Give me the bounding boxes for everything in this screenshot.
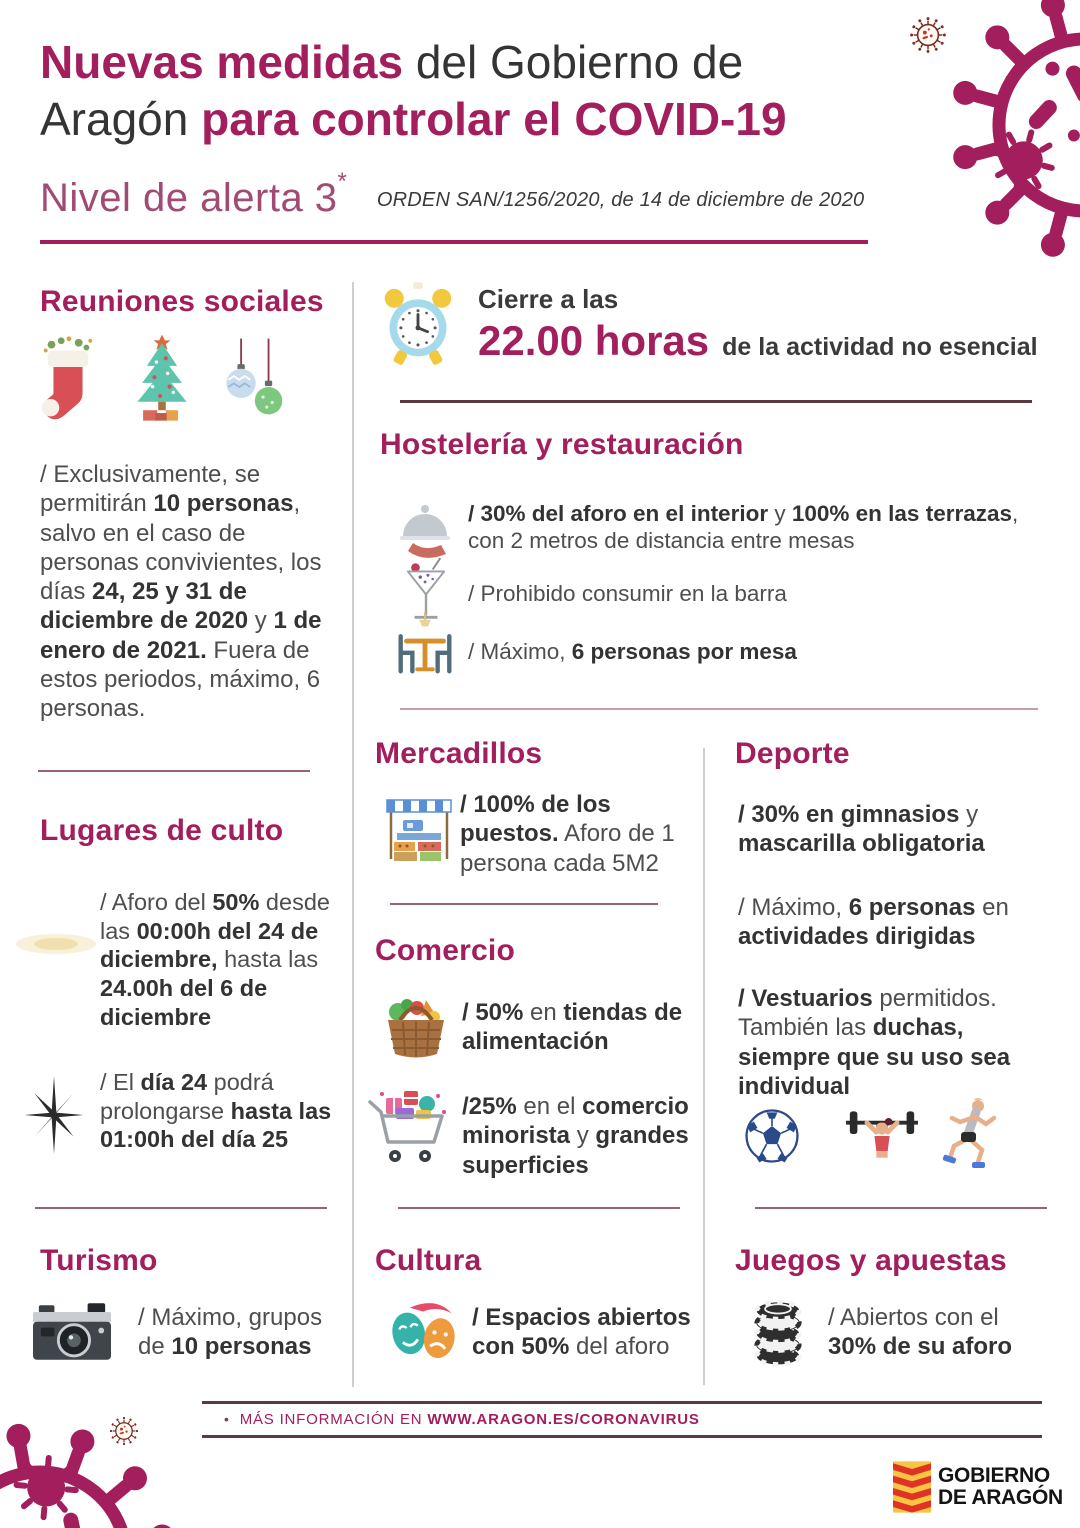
divider-reuniones bbox=[38, 770, 310, 772]
divider-closure bbox=[400, 400, 1032, 403]
footer-info bbox=[224, 1411, 700, 1428]
hosteleria-item-3: / Máximo, 6 personas por mesa bbox=[468, 639, 797, 664]
section-title-juegos: Juegos y apuestas bbox=[735, 1244, 1007, 1277]
page-title-line1: Nuevas medidas del Gobierno de bbox=[40, 36, 744, 88]
logo-text-line1: GOBIERNO bbox=[938, 1464, 1050, 1488]
comercio-item-2: /25% en el comercio minorista y grandes superficies bbox=[462, 1093, 689, 1179]
soccer-ball-icon bbox=[742, 1106, 802, 1166]
divider-mercadillos bbox=[390, 903, 658, 905]
footer-rule-top bbox=[202, 1401, 1042, 1404]
closure-intro: Cierre a las bbox=[478, 284, 619, 314]
footer-rule-bottom bbox=[202, 1435, 1042, 1438]
section-title-cultura: Cultura bbox=[375, 1244, 482, 1277]
lugares-item-2: / El día 24 podrá prolongarse hasta las 01:00h del día 25 bbox=[100, 1069, 332, 1153]
header-rule bbox=[40, 240, 868, 244]
alert-level: Nivel de alerta 3* bbox=[40, 168, 347, 220]
aragon-government-logo bbox=[893, 1461, 1063, 1513]
theater-masks-icon bbox=[383, 1296, 465, 1367]
section-title-mercadillos: Mercadillos bbox=[375, 737, 543, 770]
camera-icon bbox=[33, 1303, 111, 1362]
footer-info-url[interactable]: WWW.ARAGON.ES/CORONAVIRUS bbox=[427, 1411, 700, 1428]
alarm-clock-icon bbox=[380, 282, 456, 368]
logo-text bbox=[938, 1465, 1063, 1509]
deporte-item-3: / Vestuarios permitidos. También las duchas, siempre que su uso sea individual bbox=[738, 985, 1011, 1100]
cloche-icon bbox=[395, 498, 455, 558]
ornaments-icon bbox=[221, 334, 285, 430]
column-divider-right bbox=[703, 748, 705, 1385]
weightlifter-icon bbox=[838, 1100, 926, 1170]
alert-asterisk: * bbox=[337, 168, 347, 195]
section-title-comercio: Comercio bbox=[375, 934, 515, 967]
runner-icon bbox=[938, 1096, 1002, 1170]
section-title-lugares: Lugares de culto bbox=[40, 814, 284, 847]
divider-juegos bbox=[755, 1207, 1047, 1209]
turismo-item-1: / Máximo, grupos de 10 personas bbox=[138, 1304, 323, 1361]
candle-glow-icon bbox=[14, 922, 98, 966]
stocking-icon bbox=[36, 333, 100, 430]
deporte-item-1: / 30% en gimnasios y mascarilla obligatoria bbox=[738, 801, 985, 858]
hosteleria-item-2: / Prohibido consumir en la barra bbox=[468, 581, 787, 606]
order-reference: ORDEN SAN/1256/2020, de 14 de diciembre de 2020 bbox=[376, 189, 865, 211]
divider-cultura bbox=[398, 1207, 680, 1209]
footer-bullet: • bbox=[224, 1411, 230, 1427]
page-title bbox=[40, 34, 787, 148]
section-title-hosteleria: Hostelería y restauración bbox=[380, 428, 744, 461]
logo-text-line2: DE ARAGÓN bbox=[938, 1486, 1063, 1509]
aragon-stripes-logo bbox=[893, 1461, 931, 1513]
page-title-line2: Aragón para controlar el COVID-19 bbox=[40, 93, 787, 146]
alert-row bbox=[40, 168, 864, 221]
closure-detail: de la actividad no esencial bbox=[722, 333, 1038, 361]
divider-turismo bbox=[35, 1207, 327, 1209]
market-stall-icon bbox=[383, 795, 455, 867]
juegos-item-1: / Abiertos con el 30% de su aforo bbox=[828, 1304, 1013, 1361]
closure-banner bbox=[478, 284, 1038, 365]
lugares-item-1: / Aforo del 50% desde las 00:00h del 24 de diciembre, hasta las 24.00h del 6 de diciembre bbox=[100, 889, 330, 1030]
star-icon bbox=[23, 1062, 85, 1168]
shopping-cart-icon bbox=[364, 1086, 456, 1174]
column-divider-left bbox=[352, 282, 354, 1387]
section-title-deporte: Deporte bbox=[735, 737, 850, 770]
deporte-item-2: / Máximo, 6 personas en actividades dirigidas bbox=[738, 894, 1009, 951]
mercadillos-item-1: / 100% de los puestos. Aforo de 1 persona cada 5M2 bbox=[460, 791, 675, 877]
footer-info-prefix: MÁS INFORMACIÓN EN bbox=[239, 1411, 428, 1428]
virus-icon-small bbox=[904, 11, 952, 59]
closure-time: 22.00 horas bbox=[478, 317, 710, 364]
christmas-tree-icon bbox=[128, 330, 196, 430]
poker-chips-icon bbox=[752, 1295, 804, 1369]
cultura-item-1: / Espacios abiertos con 50% del aforo bbox=[472, 1304, 691, 1361]
hosteleria-item-1: / 30% del aforo en el interior y 100% en las terrazas, con 2 metros de distancia entre mesas bbox=[468, 501, 1019, 554]
comercio-item-1: / 50% en tiendas de alimentación bbox=[462, 999, 683, 1056]
section-title-turismo: Turismo bbox=[40, 1244, 158, 1277]
reuniones-text: / Exclusivamente, se permitirán 10 personas, salvo en el caso de personas convivientes, los días 24, 25 y 31 de diciembre de 2020 y 1 de enero de 2021. Fuera de estos periodos, máximo, 6 personas. bbox=[40, 461, 322, 723]
divider-hosteleria bbox=[400, 708, 1038, 710]
grocery-basket-icon bbox=[378, 992, 454, 1064]
virus-icon-small bbox=[105, 1412, 143, 1450]
table-chairs-icon bbox=[390, 610, 460, 680]
section-title-reuniones: Reuniones sociales bbox=[40, 285, 324, 318]
